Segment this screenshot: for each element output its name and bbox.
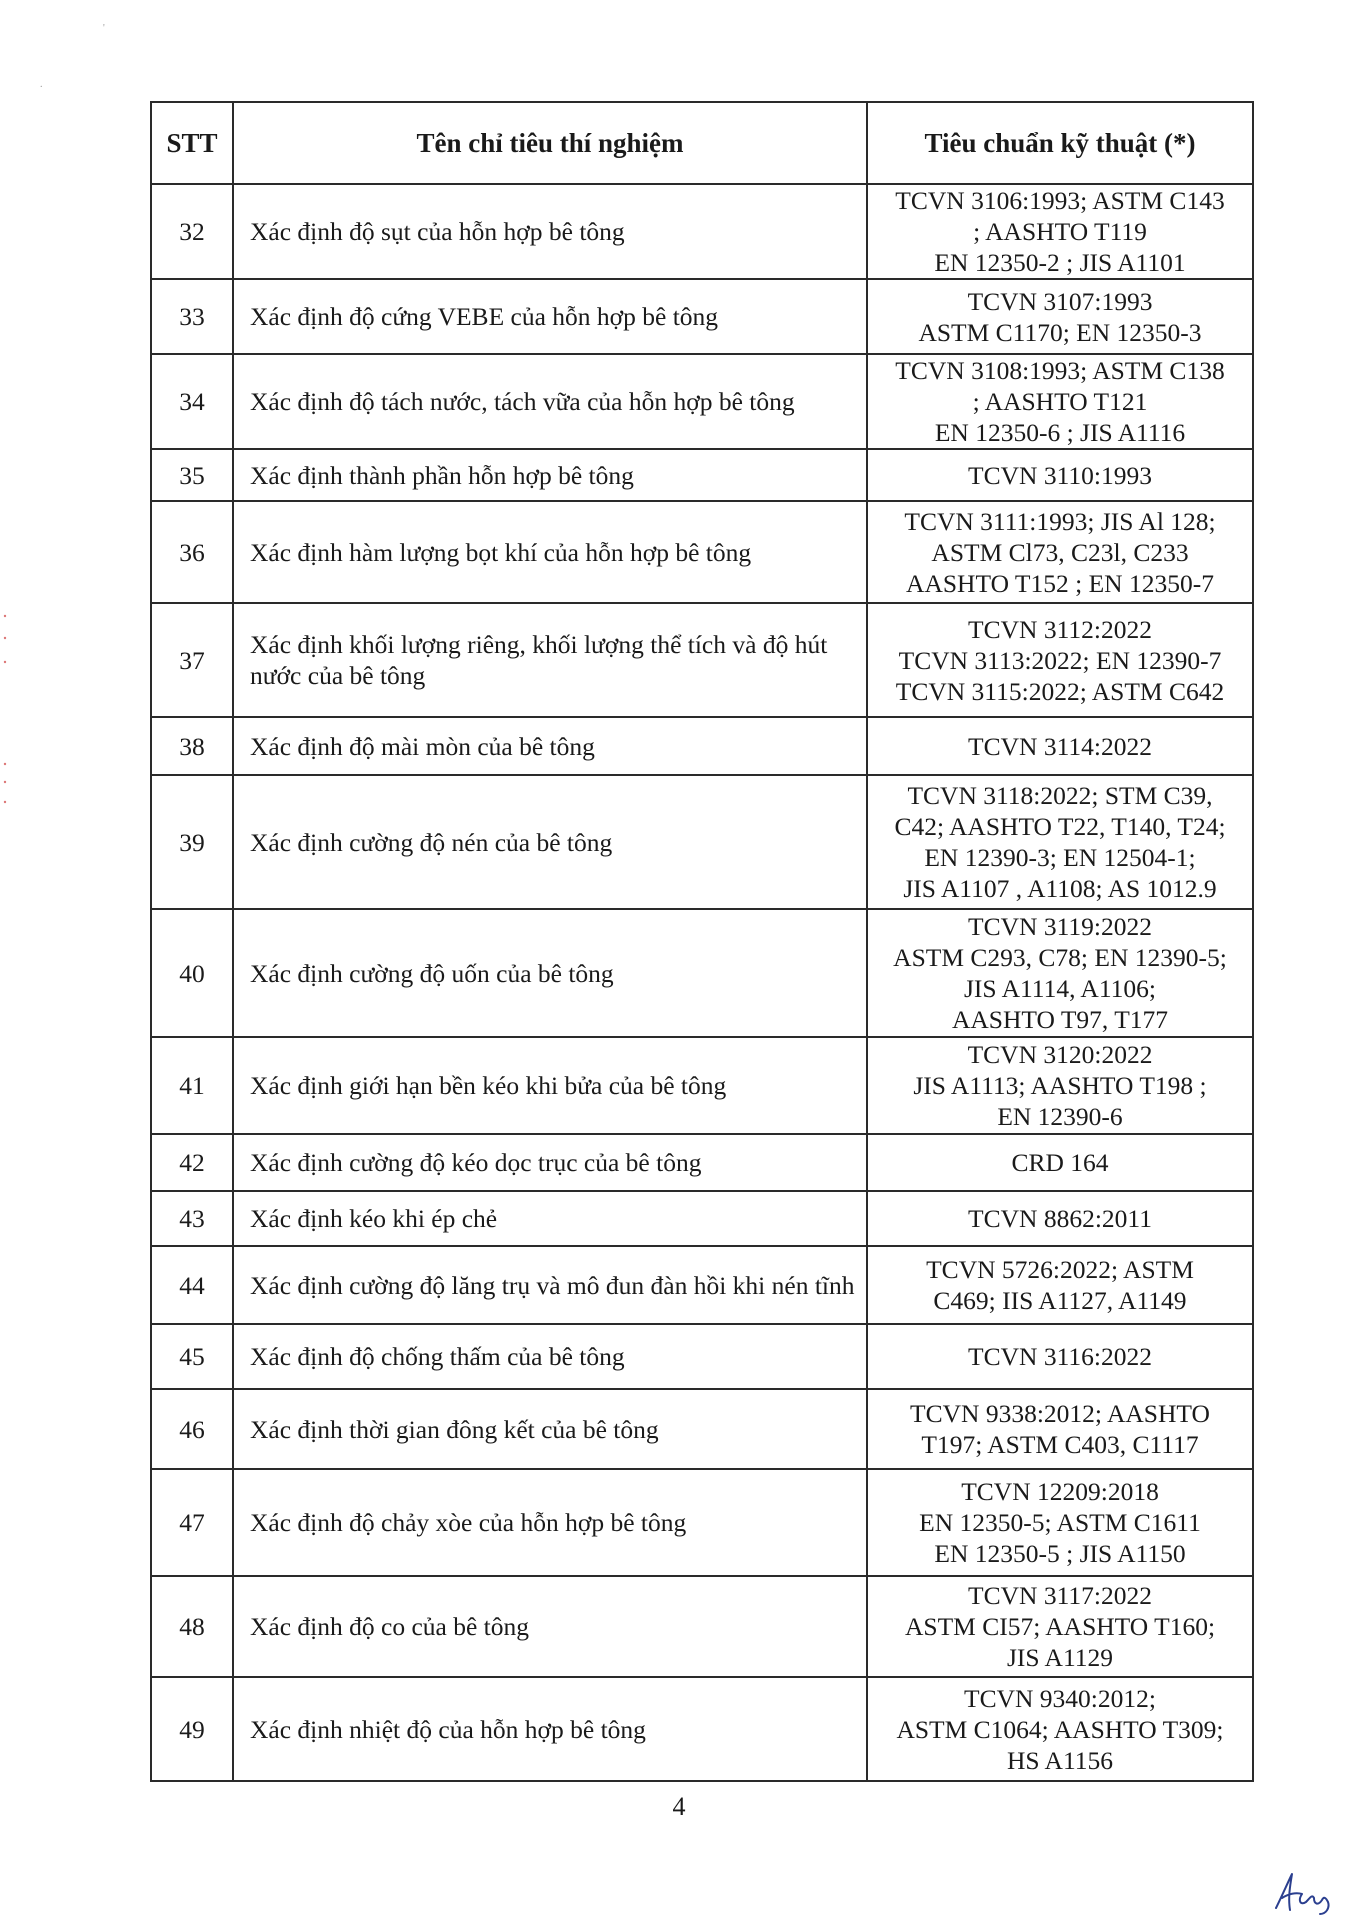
table-row	[151, 1469, 1253, 1576]
table-row	[151, 775, 1253, 909]
technical-standard: CRD 164	[867, 1134, 1253, 1191]
technical-standard: TCVN 5726:2022; ASTM C469; IIS A1127, A1149	[867, 1246, 1253, 1324]
technical-standard: TCVN 3108:1993; ASTM C138 ; AASHTO T121 EN 12350-6 ; JIS A1116	[867, 354, 1253, 449]
table-row	[151, 184, 1253, 279]
table-row	[151, 354, 1253, 449]
test-name: Xác định cường độ kéo dọc trục của bê tông	[233, 1134, 867, 1191]
table-row	[151, 449, 1253, 501]
test-name: Xác định giới hạn bền kéo khi bửa của bê tông	[233, 1037, 867, 1134]
test-name: Xác định độ chống thấm của bê tông	[233, 1324, 867, 1389]
header-test-name: Tên chỉ tiêu thí nghiệm	[233, 102, 867, 184]
row-number: 42	[151, 1134, 233, 1191]
signature	[1268, 1868, 1338, 1916]
row-number: 44	[151, 1246, 233, 1324]
technical-standard: TCVN 3110:1993	[867, 449, 1253, 501]
test-name: Xác định cường độ uốn của bê tông	[233, 909, 867, 1037]
scan-speck: .	[40, 79, 43, 90]
test-name: Xác định thành phần hỗn hợp bê tông	[233, 449, 867, 501]
test-name: Xác định độ mài mòn của bê tông	[233, 717, 867, 775]
row-number: 40	[151, 909, 233, 1037]
row-number: 32	[151, 184, 233, 279]
row-number: 46	[151, 1389, 233, 1469]
technical-standard: TCVN 9340:2012; ASTM C1064; AASHTO T309; HS A1156	[867, 1677, 1253, 1781]
technical-standard: TCVN 3111:1993; JIS Al 128; ASTM Cl73, C23l, C233 AASHTO T152 ; EN 12350-7	[867, 501, 1253, 603]
row-number: 38	[151, 717, 233, 775]
table-header-row	[151, 102, 1253, 184]
page-number: 4	[672, 1792, 686, 1821]
test-standards-table	[150, 101, 1254, 1782]
technical-standard: TCVN 3116:2022	[867, 1324, 1253, 1389]
test-name: Xác định độ co của bê tông	[233, 1576, 867, 1677]
table-row	[151, 909, 1253, 1037]
scan-speck: '	[103, 23, 105, 34]
table-row	[151, 1389, 1253, 1469]
table-row	[151, 603, 1253, 717]
technical-standard: TCVN 8862:2011	[867, 1191, 1253, 1246]
test-name: Xác định thời gian đông kết của bê tông	[233, 1389, 867, 1469]
row-number: 47	[151, 1469, 233, 1576]
technical-standard: TCVN 3120:2022 JIS A1113; AASHTO T198 ; EN 12390-6	[867, 1037, 1253, 1134]
row-number: 34	[151, 354, 233, 449]
technical-standard: TCVN 3118:2022; STM C39, C42; AASHTO T22, T140, T24; EN 12390-3; EN 12504-1; JIS A1107 , A1108; AS 1012.9	[867, 775, 1253, 909]
table-row	[151, 1246, 1253, 1324]
table-row	[151, 1576, 1253, 1677]
technical-standard: TCVN 9338:2012; AASHTO T197; ASTM C403, C1117	[867, 1389, 1253, 1469]
header-stt: STT	[151, 102, 233, 184]
test-name: Xác định khối lượng riêng, khối lượng thể tích và độ hút nước của bê tông	[233, 603, 867, 717]
test-name: Xác định cường độ lăng trụ và mô đun đàn hồi khi nén tĩnh	[233, 1246, 867, 1324]
technical-standard: TCVN 12209:2018 EN 12350-5; ASTM C1611 EN 12350-5 ; JIS A1150	[867, 1469, 1253, 1576]
margin-mark	[2, 612, 8, 672]
row-number: 35	[151, 449, 233, 501]
row-number: 41	[151, 1037, 233, 1134]
row-number: 36	[151, 501, 233, 603]
technical-standard: TCVN 3107:1993 ASTM C1170; EN 12350-3	[867, 279, 1253, 354]
technical-standard: TCVN 3117:2022 ASTM CI57; AASHTO T160; JIS A1129	[867, 1576, 1253, 1677]
table-row	[151, 717, 1253, 775]
table-row	[151, 1324, 1253, 1389]
row-number: 43	[151, 1191, 233, 1246]
table-row	[151, 1191, 1253, 1246]
row-number: 39	[151, 775, 233, 909]
technical-standard: TCVN 3106:1993; ASTM C143 ; AASHTO T119 EN 12350-2 ; JIS A1101	[867, 184, 1253, 279]
test-name: Xác định kéo khi ép chẻ	[233, 1191, 867, 1246]
test-name: Xác định nhiệt độ của hỗn hợp bê tông	[233, 1677, 867, 1781]
test-name: Xác định hàm lượng bọt khí của hỗn hợp bê tông	[233, 501, 867, 603]
technical-standard: TCVN 3114:2022	[867, 717, 1253, 775]
technical-standard: TCVN 3119:2022 ASTM C293, C78; EN 12390-5; JIS A1114, A1106; AASHTO T97, T177	[867, 909, 1253, 1037]
row-number: 48	[151, 1576, 233, 1677]
row-number: 45	[151, 1324, 233, 1389]
row-number: 33	[151, 279, 233, 354]
test-name: Xác định cường độ nén của bê tông	[233, 775, 867, 909]
table-row	[151, 1037, 1253, 1134]
technical-standard: TCVN 3112:2022 TCVN 3113:2022; EN 12390-7 TCVN 3115:2022; ASTM C642	[867, 603, 1253, 717]
table-row	[151, 1134, 1253, 1191]
test-name: Xác định độ sụt của hỗn hợp bê tông	[233, 184, 867, 279]
table-row	[151, 1677, 1253, 1781]
test-name: Xác định độ tách nước, tách vữa của hỗn hợp bê tông	[233, 354, 867, 449]
table-row	[151, 501, 1253, 603]
header-standard: Tiêu chuẩn kỹ thuật (*)	[867, 102, 1253, 184]
row-number: 49	[151, 1677, 233, 1781]
table-row	[151, 279, 1253, 354]
test-name: Xác định độ chảy xòe của hỗn hợp bê tông	[233, 1469, 867, 1576]
test-name: Xác định độ cứng VEBE của hỗn hợp bê tông	[233, 279, 867, 354]
margin-mark	[2, 760, 8, 810]
row-number: 37	[151, 603, 233, 717]
